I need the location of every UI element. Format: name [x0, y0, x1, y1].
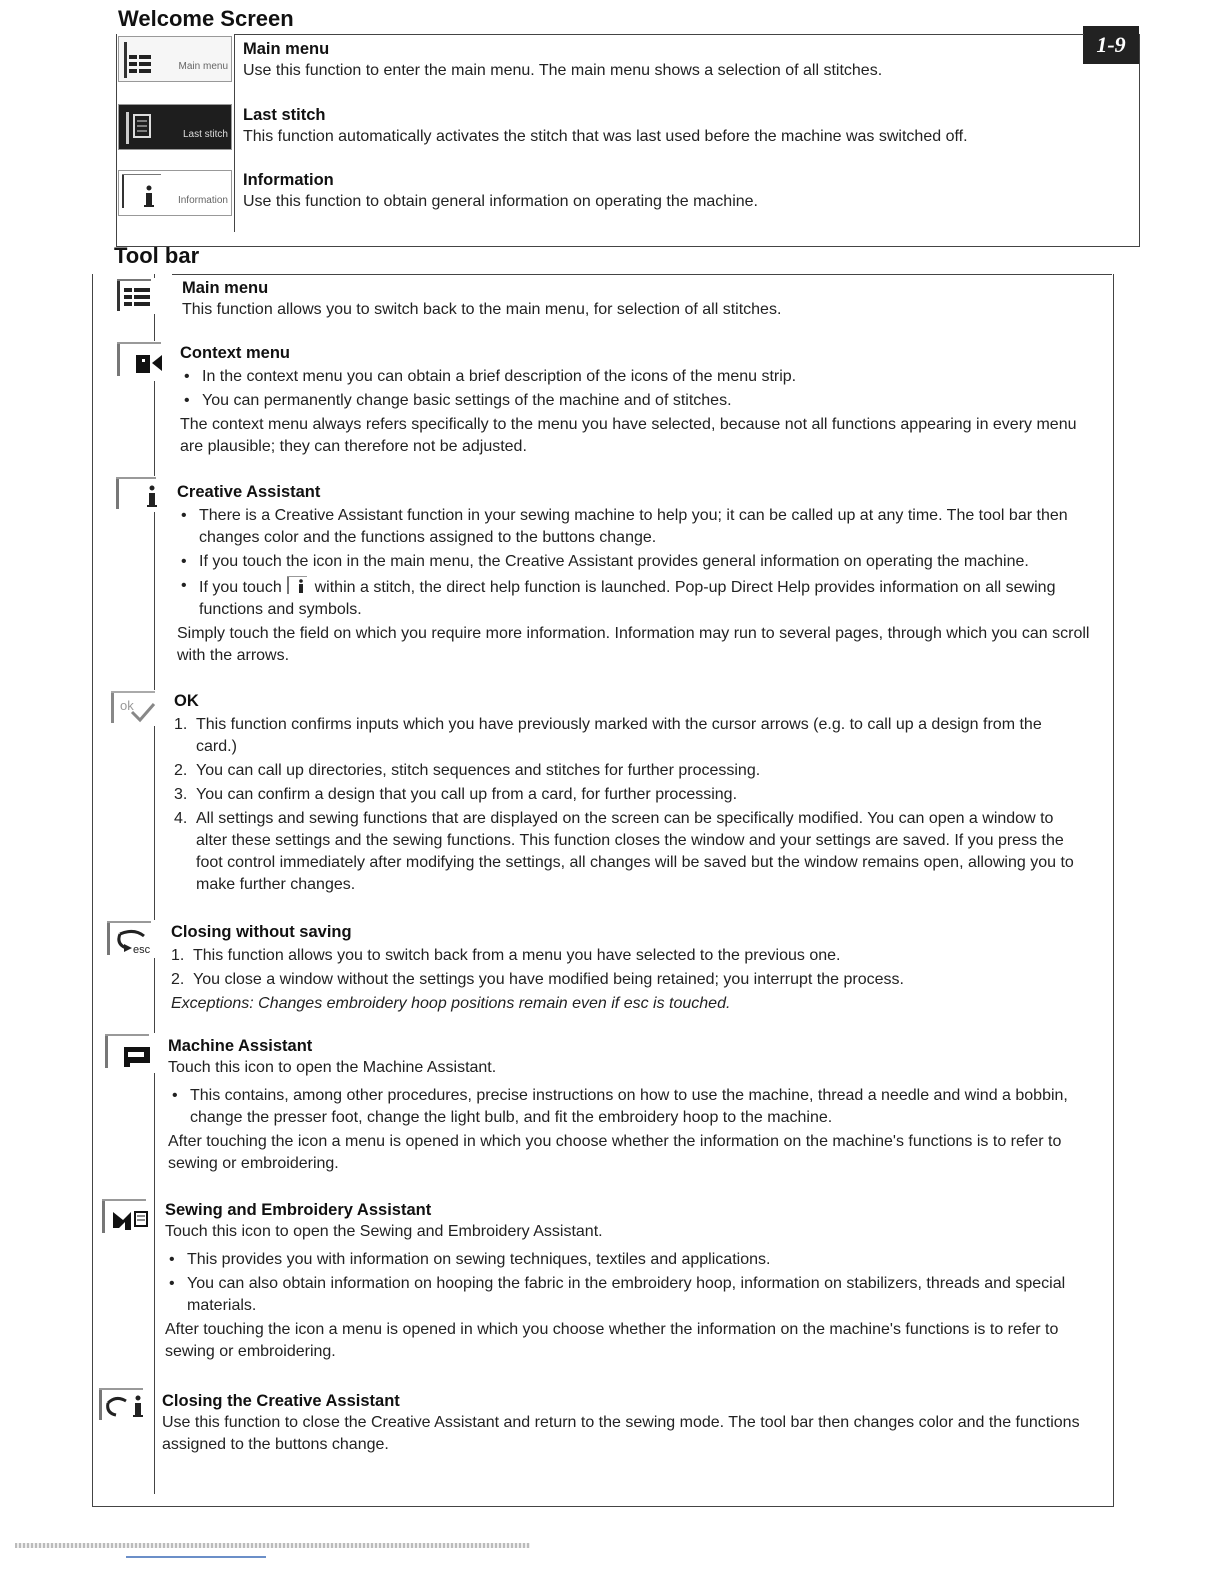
entry-title: Closing the Creative Assistant: [162, 1392, 400, 1410]
entry-note: Exceptions: Changes embroidery hoop positions remain even if esc is touched.: [171, 995, 731, 1012]
main-menu-icon: [118, 36, 232, 82]
information-icon-label: Information: [177, 195, 228, 206]
esc-icon-label: esc: [133, 944, 151, 956]
last-stitch-icon-label: Last stitch: [182, 129, 228, 140]
welcome-information-entry: [243, 169, 1123, 213]
entry-title: Information: [243, 171, 334, 189]
machine-assistant-icon: [104, 1033, 156, 1073]
toolbar-context-menu-entry: [180, 342, 1100, 458]
entry-text: Use this function to enter the main menu. The main menu shows a selection of all stitches.: [243, 62, 883, 79]
list-item: You can call up directories, stitch sequences and stitches for further processing.: [196, 762, 761, 779]
entry-text: Touch this icon to open the Machine Assistant.: [168, 1059, 497, 1076]
close-creative-assistant-icon: [98, 1387, 150, 1425]
entry-text: The context menu always refers specifically to the menu you have selected, because not all functions appearing in every menu are plausible; they can therefore not be adjusted.: [180, 416, 1077, 455]
list-item: [177, 575, 1112, 621]
list-item: • There is a Creative Assistant function in your sewing machine to help you; it can be called up at any time. The tool bar then changes color and the functions assigned to the buttons change.: [177, 505, 1112, 549]
main-menu-icon-label: Main menu: [178, 61, 228, 72]
entry-text: Use this function to close the Creative Assistant and return to the sewing mode. The tool bar then changes color and the functions assigned to the buttons change.: [162, 1414, 1080, 1453]
bullet-list: [165, 1249, 1080, 1317]
bullet-list: [177, 505, 1112, 621]
toolbar-ok-entry: [174, 690, 1079, 898]
list-item: • You can permanently change basic settings of the machine and of stitches.: [180, 390, 1100, 412]
toolbar-closing-creative-assistant-entry: [162, 1390, 1092, 1456]
list-item-text: within a stitch, the direct help function is launched. Pop-up Direct Help provides information on all sewing functions and symbols.: [199, 579, 1056, 618]
tool-bar-heading: Tool bar: [114, 243, 200, 268]
entry-text: Touch this icon to open the Sewing and Embroidery Assistant.: [165, 1223, 603, 1240]
list-item: You can confirm a design that you call up from a card, for further processing.: [196, 786, 738, 803]
entry-title: Machine Assistant: [168, 1037, 313, 1055]
entry-title: Main menu: [243, 40, 330, 58]
entry-title: Sewing and Embroidery Assistant: [165, 1201, 432, 1219]
entry-title: Closing without saving: [171, 923, 352, 941]
entry-text: After touching the icon a menu is opened in which you choose whether the information on the machine's functions is to refer to sewing or embroidering.: [168, 1133, 1062, 1172]
welcome-last-stitch-entry: [243, 104, 1123, 148]
esc-icon: [106, 920, 158, 958]
entry-title: Context menu: [180, 344, 291, 362]
sewing-embroidery-assistant-icon: [101, 1198, 153, 1238]
list-item: • This contains, among other procedures, precise instructions on how to use the machine, thread a needle and wind a bobbin, change the presser foot, change the light bulb, and fit the embroidery hoop to the machine.: [168, 1085, 1108, 1129]
bullet-list: [180, 366, 1100, 412]
entry-text: This function allows you to switch back to the main menu, for selection of all stitches.: [182, 301, 782, 318]
footer-scan-strip: [15, 1543, 530, 1548]
entry-title: Last stitch: [243, 106, 326, 124]
entry-text: After touching the icon a menu is opened in which you choose whether the information on the machine's functions is to refer to sewing or embroidering.: [165, 1321, 1059, 1360]
toolbar-sewing-embroidery-assistant-entry: [165, 1199, 1080, 1363]
list-item: • You can also obtain information on hooping the fabric in the embroidery hoop, information on stabilizers, threads and special materials.: [165, 1273, 1080, 1317]
bullet-list: [168, 1085, 1108, 1129]
entry-title: OK: [174, 692, 199, 710]
entry-text: Use this function to obtain general information on operating the machine.: [243, 193, 758, 210]
list-item: All settings and sewing functions that are displayed on the screen can be specifically modified. You can open a window to alter these settings and the sewing functions. This function closes the window and your settings are saved. If you press the foot control immediately after modifying the settings, all changes will be saved but the window remains open, allowing you to make further changes.: [196, 810, 1074, 893]
information-icon: [118, 170, 232, 216]
numbered-list: [171, 945, 1101, 991]
toolbar-creative-assistant-entry: [177, 481, 1112, 667]
list-item: This function allows you to switch back from a menu you have selected to the previous one.: [193, 947, 841, 964]
entry-text: This function automatically activates the stitch that was last used before the machine was switched off.: [243, 128, 968, 145]
entry-title: Creative Assistant: [177, 483, 321, 501]
toolbar-closing-without-saving-entry: [171, 921, 1101, 1015]
toolbar-machine-assistant-entry: [168, 1035, 1108, 1175]
context-menu-icon: [116, 341, 168, 381]
list-item: • This provides you with information on sewing techniques, textiles and applications.: [165, 1249, 1080, 1271]
toolbar-main-menu-entry: [182, 277, 1082, 321]
welcome-main-menu-entry: [243, 38, 1073, 82]
list-item: This function confirms inputs which you have previously marked with the cursor arrows (e.g. to call up a design from the card.): [196, 716, 1042, 755]
page-number-badge: 1-9: [1083, 26, 1139, 64]
list-item-text: If you touch: [199, 579, 282, 596]
list-item: • If you touch the icon in the main menu, the Creative Assistant provides general information on operating the machine.: [177, 551, 1112, 573]
welcome-screen-heading: Welcome Screen: [118, 6, 294, 31]
main-menu-icon: [116, 278, 156, 314]
creative-assistant-icon: [115, 476, 163, 512]
ok-icon: [110, 690, 160, 726]
last-stitch-icon: [118, 104, 232, 150]
list-item: You close a window without the settings you have modified being retained; you interrupt the process.: [193, 971, 904, 988]
footer-rule: [126, 1556, 266, 1558]
list-item: • In the context menu you can obtain a brief description of the icons of the menu strip.: [180, 366, 1100, 388]
numbered-list: [174, 714, 1079, 896]
information-icon: [286, 575, 310, 595]
ok-icon-label: ok: [120, 698, 134, 713]
entry-text: Simply touch the field on which you require more information. Information may run to several pages, through which you can scroll with the arrows.: [177, 625, 1090, 664]
entry-title: Main menu: [182, 279, 269, 297]
